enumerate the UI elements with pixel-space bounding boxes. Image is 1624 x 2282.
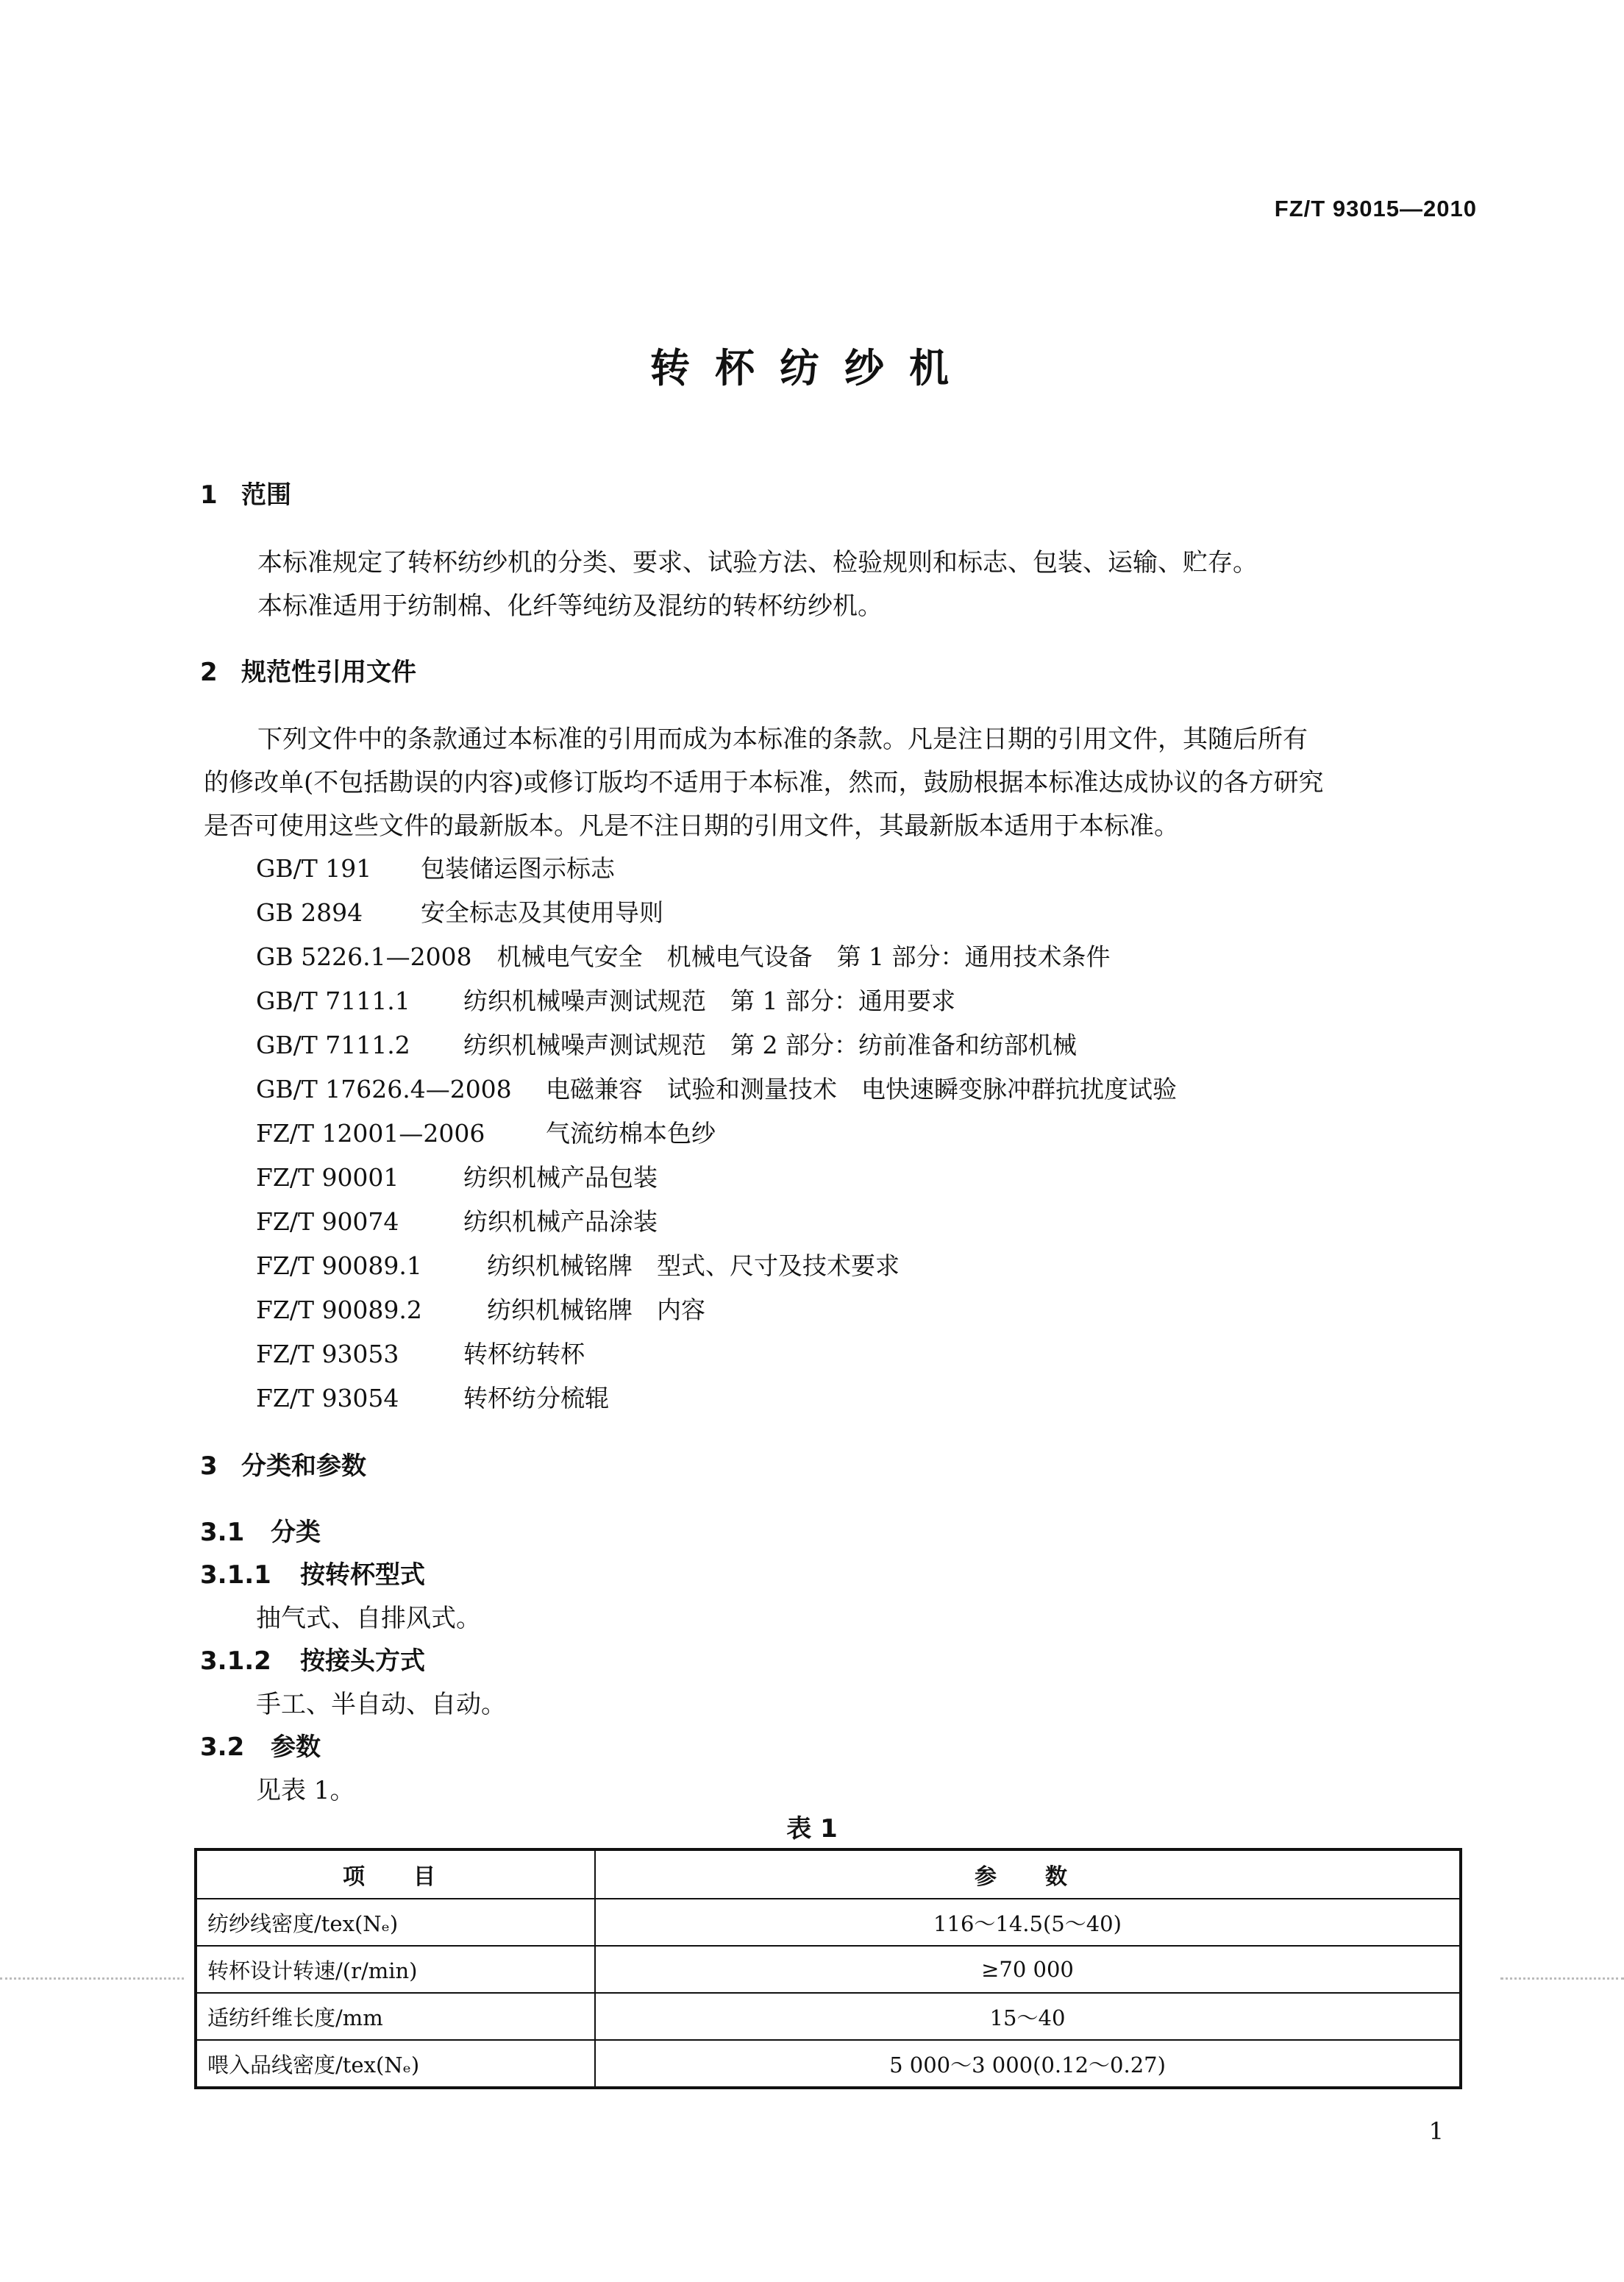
reference-code: FZ/T 90001 (256, 1163, 399, 1192)
reference-title: 纺织机械噪声测试规范 第 1 部分：通用要求 (463, 987, 955, 1015)
paragraph: 见表 1。 (256, 1776, 355, 1805)
section-number: 3 (200, 1451, 218, 1481)
section-number: 1 (200, 480, 218, 510)
subsection-heading (200, 1512, 321, 1548)
reference-item (256, 1115, 716, 1149)
table-cell-value: 116～14.5(5～40) (595, 1899, 1461, 1946)
reference-item (256, 1291, 705, 1326)
table-caption: 表 1 (786, 1814, 838, 1844)
reference-code: FZ/T 12001—2006 (256, 1119, 485, 1148)
subsection-number: 3.2 (200, 1732, 245, 1762)
paragraph: 本标准规定了转杯纺纱机的分类、要求、试验方法、检验规则和标志、包装、运输、贮存。 (257, 548, 1258, 577)
reference-item (256, 1070, 1177, 1105)
reference-item (256, 894, 663, 928)
reference-code: GB/T 17626.4—2008 (256, 1075, 512, 1103)
paragraph: 抽气式、自排风式。 (256, 1604, 481, 1633)
reference-item (256, 938, 1111, 973)
table-row (196, 1899, 1461, 1946)
subsection-number: 3.1.2 (200, 1646, 271, 1676)
reference-code: FZ/T 90089.1 (256, 1251, 422, 1280)
reference-item (256, 1247, 900, 1282)
reference-code: GB/T 7111.1 (256, 987, 410, 1015)
paragraph-line: 的修改单(不包括勘误的内容)或修订版均不适用于本标准，然而，鼓励根据本标准达成协议的各方研究 (204, 768, 1324, 797)
table-cell-item: 适纺纤维长度/mm (196, 1993, 595, 2040)
paragraph-line: 下列文件中的条款通过本标准的引用而成为本标准的条款。凡是注日期的引用文件，其随后所有 (257, 725, 1308, 754)
reference-item (256, 850, 615, 884)
table-cell-value: 15～40 (595, 1993, 1461, 2040)
section-1-heading (200, 474, 291, 511)
section-title: 分类和参数 (241, 1451, 366, 1481)
scan-artifact (1500, 1977, 1624, 1980)
section-number: 2 (200, 658, 218, 687)
reference-item (256, 1335, 585, 1370)
table-cell-item: 转杯设计转速/(r/min) (196, 1946, 595, 1993)
parameter-table (194, 1848, 1462, 2089)
column-header: 参 数 (595, 1849, 1461, 1899)
table-cell-item: 纺纱线密度/tex(Nₑ) (196, 1899, 595, 1946)
subsection-heading (200, 1727, 321, 1763)
standard-code: FZ/T 93015—2010 (1274, 196, 1477, 221)
subsection-title: 按接头方式 (300, 1646, 425, 1676)
subsection-heading (200, 1554, 425, 1590)
reference-item (256, 982, 955, 1017)
table-row (196, 1946, 1461, 1993)
paragraph: 手工、半自动、自动。 (256, 1690, 506, 1719)
reference-code: GB/T 191 (256, 854, 372, 883)
reference-item (256, 1159, 658, 1193)
subsection-title: 分类 (271, 1518, 321, 1547)
reference-code: GB 5226.1—2008 (256, 942, 472, 971)
subsection-title: 按转杯型式 (300, 1560, 425, 1590)
reference-item (256, 1203, 658, 1237)
table-cell-value: ≥70 000 (595, 1946, 1461, 1993)
reference-title: 纺织机械铭牌 型式、尺寸及技术要求 (487, 1251, 900, 1280)
paragraph-line: 是否可使用这些文件的最新版本。凡是不注日期的引用文件，其最新版本适用于本标准。 (204, 811, 1179, 841)
subsection-number: 3.1 (200, 1518, 245, 1547)
reference-title: 气流纺棉本色纱 (546, 1119, 716, 1148)
section-2-heading (200, 652, 416, 688)
reference-title: 安全标志及其使用导则 (421, 898, 663, 927)
reference-item (256, 1379, 609, 1414)
reference-code: FZ/T 93054 (256, 1384, 399, 1412)
reference-title: 纺织机械产品包装 (463, 1163, 658, 1192)
reference-title: 纺织机械产品涂装 (463, 1207, 658, 1236)
scan-artifact (0, 1977, 184, 1980)
paragraph: 本标准适用于纺制棉、化纤等纯纺及混纺的转杯纺纱机。 (257, 591, 883, 621)
table-cell-item: 喂入品线密度/tex(Nₑ) (196, 2040, 595, 2088)
page-number: 1 (1428, 2117, 1444, 2145)
section-title: 范围 (241, 480, 291, 510)
section-title: 规范性引用文件 (241, 658, 416, 687)
reference-code: FZ/T 90089.2 (256, 1295, 422, 1324)
reference-title: 机械电气安全 机械电气设备 第 1 部分：通用技术条件 (496, 942, 1111, 971)
reference-code: FZ/T 90074 (256, 1207, 399, 1236)
reference-code: GB 2894 (256, 898, 363, 927)
page-title: 转杯纺纱机 (650, 345, 974, 391)
table-row (196, 1993, 1461, 2040)
subsection-heading (200, 1641, 425, 1677)
subsection-title: 参数 (271, 1732, 321, 1762)
table-header-row (196, 1849, 1461, 1899)
reference-title: 纺织机械噪声测试规范 第 2 部分：纺前准备和纺部机械 (463, 1031, 1077, 1059)
column-header: 项 目 (196, 1849, 595, 1899)
reference-title: 电磁兼容 试验和测量技术 电快速瞬变脉冲群抗扰度试验 (546, 1075, 1177, 1103)
reference-code: FZ/T 93053 (256, 1340, 399, 1368)
table-cell-value: 5 000～3 000(0.12～0.27) (595, 2040, 1461, 2088)
table-row (196, 2040, 1461, 2088)
reference-title: 转杯纺转杯 (463, 1340, 585, 1368)
reference-code: GB/T 7111.2 (256, 1031, 410, 1059)
reference-title: 转杯纺分梳辊 (463, 1384, 609, 1412)
reference-item (256, 1026, 1077, 1061)
section-3-heading (200, 1446, 366, 1482)
reference-title: 纺织机械铭牌 内容 (487, 1295, 705, 1324)
reference-title: 包装储运图示标志 (421, 854, 615, 883)
subsection-number: 3.1.1 (200, 1560, 271, 1590)
